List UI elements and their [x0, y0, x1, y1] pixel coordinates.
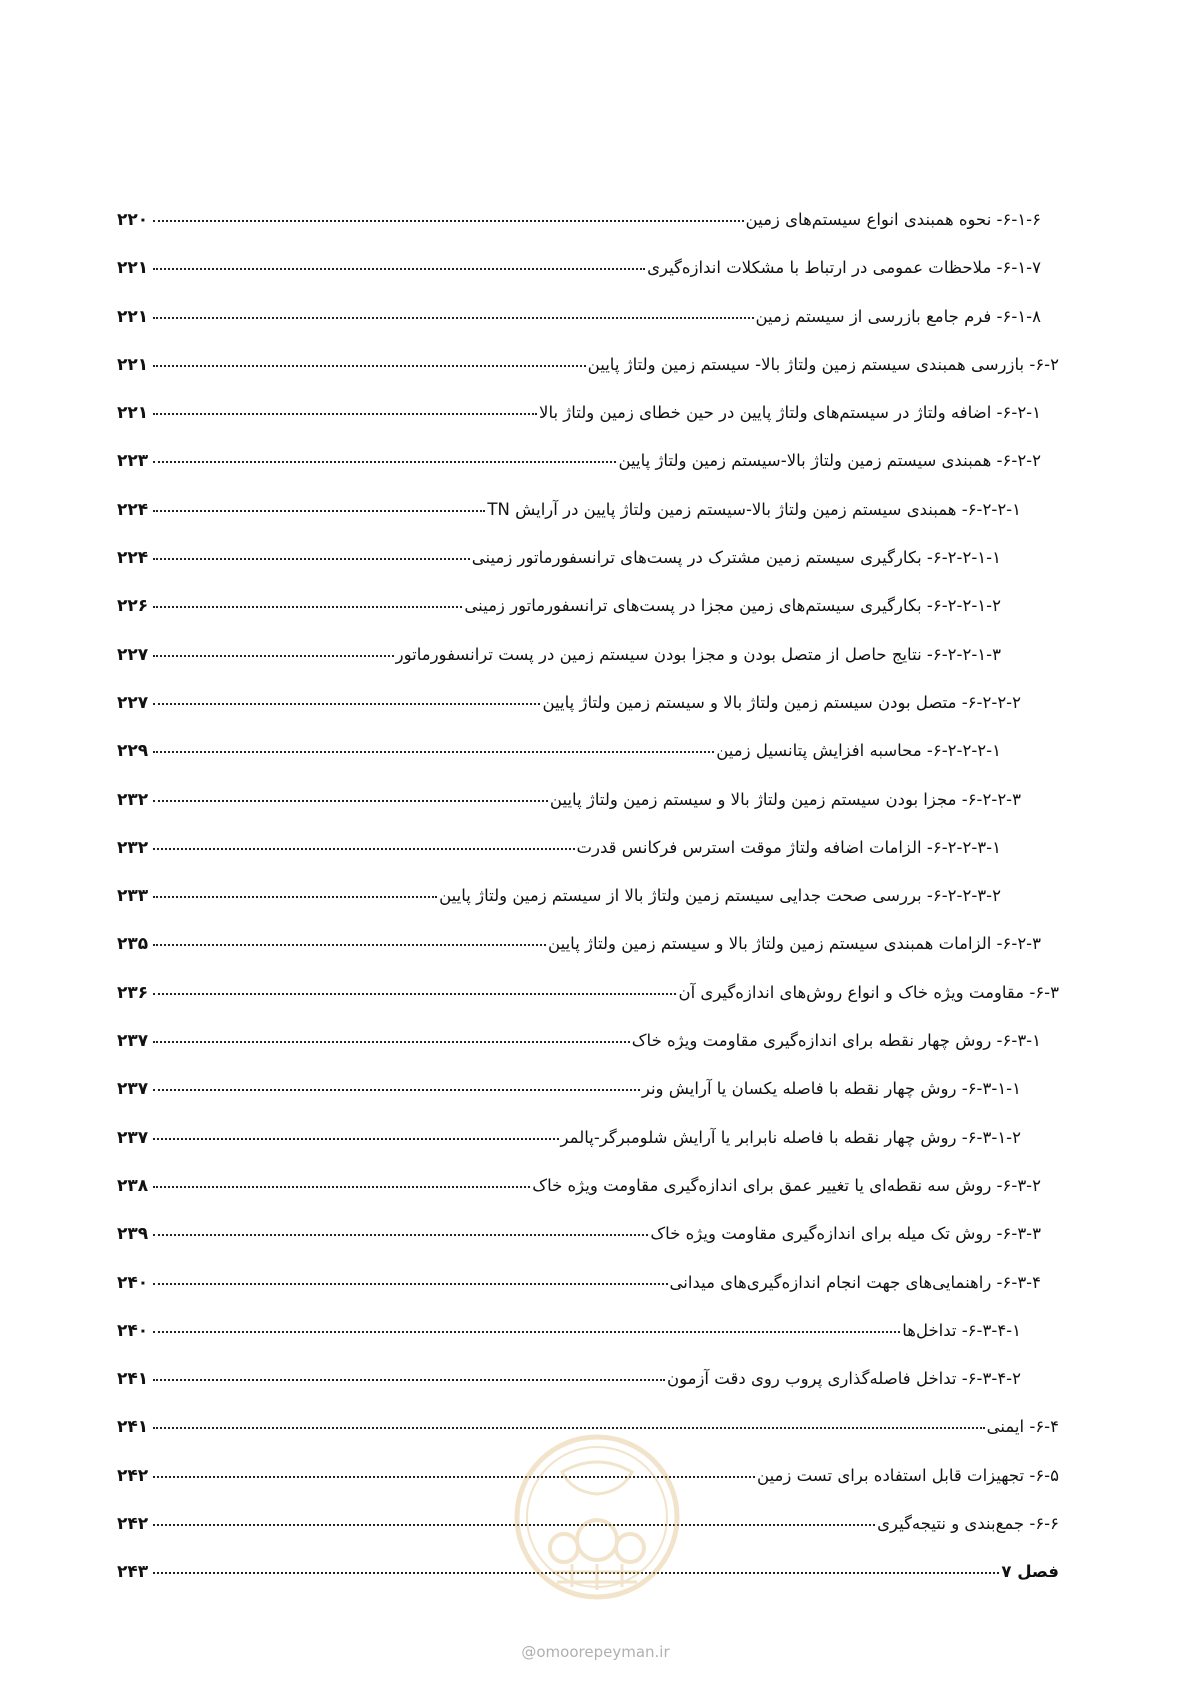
dot-leader [153, 220, 744, 222]
toc-entry-page: ۲۴۰ [117, 1320, 149, 1341]
table-of-contents [117, 210, 1059, 1611]
toc-entry[interactable] [117, 258, 1059, 306]
toc-entry-page: ۲۲۳ [117, 451, 149, 472]
dot-leader [153, 365, 586, 367]
dot-leader [153, 1283, 668, 1285]
toc-entry-title: ۶-۲-۲-۱-۱- بکارگیری سیستم زمین مشترک در پست‌های ترانسفورماتور زمینی [471, 548, 1001, 568]
toc-entry-title: ۶-۳-۲- روش سه نقطه‌ای یا تغییر عمق برای اندازه‌گیری مقاومت ویژه خاک [532, 1175, 1041, 1195]
toc-entry-page: ۲۳۵ [117, 934, 149, 955]
dot-leader [153, 703, 540, 705]
dot-leader [153, 558, 470, 560]
toc-entry-page: ۲۳۳ [117, 886, 149, 907]
toc-entry-title: ۶-۳-۳- روش تک میله برای اندازه‌گیری مقاومت ویژه خاک [650, 1224, 1041, 1244]
toc-entry[interactable] [117, 934, 1059, 982]
toc-entry-title: ۶-۲-۲-۳-۱- الزامات اضافه ولتاژ موقت استرس فرکانس قدرت [576, 837, 1001, 857]
toc-entry-page: ۲۴۱ [117, 1417, 149, 1438]
toc-entry-title: ۶-۲-۲-۲- متصل بودن سیستم زمین ولتاژ بالا و سیستم زمین ولتاژ پایین [542, 692, 1021, 712]
toc-entry-title: ۶-۳-۱-۱- روش چهار نقطه با فاصله یکسان یا آرایش ونر [641, 1079, 1021, 1099]
toc-entry-page: ۲۳۷ [117, 1127, 149, 1148]
dot-leader [153, 1476, 755, 1478]
toc-entry-page: ۲۳۲ [117, 789, 149, 810]
toc-entry-title: ۶-۳-۴-۱- تداخل‌ها [902, 1320, 1021, 1340]
dot-leader [153, 1524, 875, 1526]
toc-entry-title: ۶-۲-۱- اضافه ولتاژ در سیستم‌های ولتاژ پایین در حین خطای زمین ولتاژ بالا [539, 403, 1041, 423]
toc-entry[interactable] [117, 741, 1059, 789]
toc-entry-title: فصل ۷ [1001, 1562, 1059, 1582]
toc-entry-title: ۶-۳- مقاومت ویژه خاک و انواع روش‌های اندازه‌گیری آن [678, 982, 1059, 1002]
dot-leader [153, 510, 485, 512]
toc-entry[interactable] [117, 451, 1059, 499]
toc-entry[interactable] [117, 983, 1059, 1031]
toc-entry-page: ۲۳۷ [117, 1079, 149, 1100]
dot-leader [153, 268, 645, 270]
toc-entry-page: ۲۲۴ [117, 548, 149, 569]
dot-leader [153, 606, 462, 608]
dot-leader [153, 1041, 630, 1043]
dot-leader [153, 1379, 665, 1381]
dot-leader [153, 800, 548, 802]
toc-entry[interactable] [117, 1176, 1059, 1224]
toc-entry-page: ۲۲۱ [117, 258, 149, 279]
toc-entry[interactable] [117, 1128, 1059, 1176]
toc-entry-page: ۲۳۹ [117, 1224, 149, 1245]
dot-leader [153, 993, 676, 995]
toc-entry-page: ۲۲۹ [117, 741, 149, 762]
toc-entry-page: ۲۴۳ [117, 1562, 149, 1583]
toc-entry-title: ۶-۱-۸- فرم جامع بازرسی از سیستم زمین [755, 306, 1041, 326]
toc-entry-page: ۲۲۱ [117, 403, 149, 424]
toc-entry-title: ۶-۲-۲-۲-۱- محاسبه افزایش پتانسیل زمین [716, 741, 1001, 761]
dot-leader [153, 1089, 640, 1091]
toc-entry[interactable] [117, 886, 1059, 934]
toc-entry-title: ۶-۲-۲-۱-۲- بکارگیری سیستم‌های زمین مجزا در پست‌های ترانسفورماتور زمینی [464, 596, 1001, 616]
toc-entry-page: ۲۳۷ [117, 1031, 149, 1052]
dot-leader [153, 1186, 530, 1188]
toc-entry-title: ۶-۳-۴-۲- تداخل فاصله‌گذاری پروب روی دقت آزمون [666, 1369, 1021, 1389]
toc-entry-title: ۶-۲-۲-۳-۲- بررسی صحت جدایی سیستم زمین ولتاژ بالا از سیستم زمین ولتاژ پایین [439, 886, 1001, 906]
toc-entry-page: ۲۲۷ [117, 644, 149, 665]
toc-entry[interactable] [117, 693, 1059, 741]
toc-entry-page: ۲۴۲ [117, 1465, 149, 1486]
dot-leader [153, 461, 616, 463]
dot-leader [153, 751, 714, 753]
toc-entry-page: ۲۲۷ [117, 692, 149, 713]
dot-leader [153, 1572, 999, 1574]
toc-entry[interactable] [117, 1466, 1059, 1514]
toc-entry[interactable] [117, 355, 1059, 403]
toc-entry-title: ۶-۳-۴- راهنمایی‌های جهت انجام اندازه‌گیری‌های میدانی [669, 1272, 1041, 1292]
toc-entry-title: ۶-۲-۲- همبندی سیستم زمین ولتاژ بالا-سیستم زمین ولتاژ پایین [618, 451, 1041, 471]
toc-entry[interactable] [117, 1369, 1059, 1417]
toc-entry[interactable] [117, 596, 1059, 644]
toc-entry-page: ۲۲۴ [117, 499, 149, 520]
toc-entry-title: ۶-۳-۱- روش چهار نقطه برای اندازه‌گیری مقاومت ویژه خاک [631, 1031, 1041, 1051]
dot-leader [153, 317, 754, 319]
toc-entry-title: ۶-۱-۷- ملاحظات عمومی در ارتباط با مشکلات اندازه‌گیری [647, 258, 1041, 278]
toc-entry-page: ۲۴۰ [117, 1272, 149, 1293]
dot-leader [153, 1234, 648, 1236]
toc-entry[interactable] [117, 403, 1059, 451]
toc-entry[interactable] [117, 548, 1059, 596]
toc-entry[interactable] [117, 1514, 1059, 1562]
toc-entry-page: ۲۴۲ [117, 1514, 149, 1535]
toc-entry-page: ۲۲۱ [117, 354, 149, 375]
toc-entry-title: ۶-۵- تجهیزات قابل استفاده برای تست زمین [757, 1465, 1059, 1485]
toc-entry-title: ۶-۱-۶- نحوه همبندی انواع سیستم‌های زمین [745, 210, 1041, 229]
dot-leader [153, 413, 537, 415]
toc-entry-title: ۶-۲-۲-۱-۳- نتایج حاصل از متصل بودن و مجزا بودن سیستم زمین در پست ترانسفورماتور [395, 644, 1001, 664]
toc-entry-page: ۲۲۶ [117, 596, 149, 617]
dot-leader [153, 655, 394, 657]
dot-leader [153, 1331, 900, 1333]
toc-entry-title: ۶-۲- بازرسی همبندی سیستم زمین ولتاژ بالا- سیستم زمین ولتاژ پایین [587, 354, 1059, 374]
toc-entry[interactable] [117, 1321, 1059, 1369]
toc-entry-page: ۲۴۱ [117, 1369, 149, 1390]
toc-entry[interactable] [117, 838, 1059, 886]
toc-entry[interactable] [117, 645, 1059, 693]
toc-entry[interactable] [117, 210, 1059, 258]
toc-entry-title: ۶-۴- ایمنی [986, 1417, 1059, 1437]
toc-entry[interactable] [117, 500, 1059, 548]
website-footer: @omoorepeyman.ir [521, 1643, 670, 1661]
dot-leader [153, 1138, 559, 1140]
toc-entry-title: ۶-۶- جمع‌بندی و نتیجه‌گیری [877, 1514, 1059, 1534]
toc-entry-page: ۲۲۰ [117, 210, 149, 230]
dot-leader [153, 896, 437, 898]
toc-entry-title: ۶-۲-۲-۳- مجزا بودن سیستم زمین ولتاژ بالا و سیستم زمین ولتاژ پایین [549, 789, 1021, 809]
toc-entry-page: ۲۲۱ [117, 306, 149, 327]
dot-leader [153, 944, 546, 946]
toc-entry[interactable] [117, 1417, 1059, 1465]
toc-entry[interactable] [117, 790, 1059, 838]
dot-leader [153, 1427, 985, 1429]
toc-entry-page: ۲۳۶ [117, 982, 149, 1003]
toc-entry-title: ۶-۳-۱-۲- روش چهار نقطه با فاصله نابرابر یا آرایش شلومبرگر-پالمر [560, 1127, 1021, 1147]
toc-entry[interactable] [117, 1562, 1059, 1610]
toc-entry[interactable] [117, 1031, 1059, 1079]
dot-leader [153, 848, 575, 850]
toc-entry-page: ۲۳۲ [117, 837, 149, 858]
toc-entry[interactable] [117, 307, 1059, 355]
toc-entry-title: ۶-۲-۳- الزامات همبندی سیستم زمین ولتاژ بالا و سیستم زمین ولتاژ پایین [548, 934, 1041, 954]
toc-entry-page: ۲۳۸ [117, 1175, 149, 1196]
toc-entry[interactable] [117, 1273, 1059, 1321]
toc-entry[interactable] [117, 1224, 1059, 1272]
toc-entry[interactable] [117, 1079, 1059, 1127]
toc-entry-title: ۶-۲-۲-۱- همبندی سیستم زمین ولتاژ بالا-سیستم زمین ولتاژ پایین در آرایش TN [487, 499, 1021, 519]
